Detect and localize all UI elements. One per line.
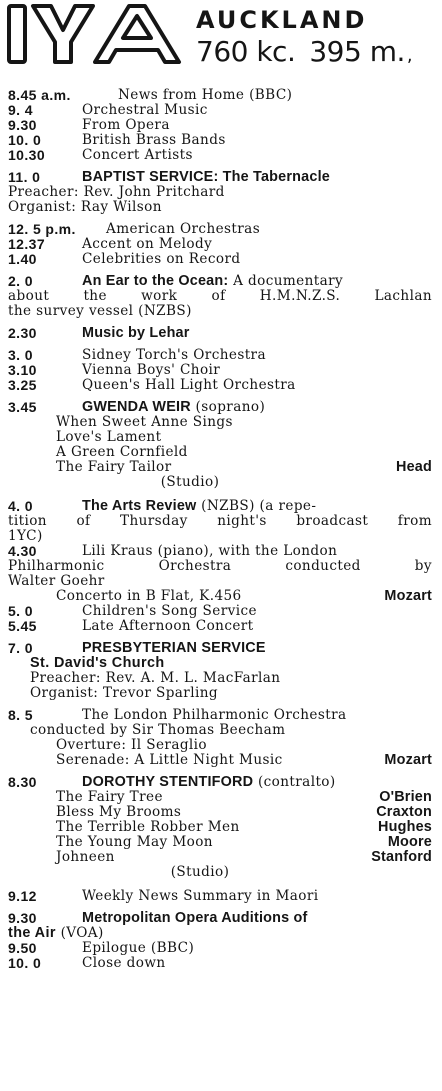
time: 1.40 [8,251,37,267]
programme-entry [8,378,432,393]
description-line: the survey vessel (NZBS) [8,303,192,319]
song-item [8,790,432,805]
time: 8.30 [8,774,37,790]
title: Children's Song Service [82,603,257,619]
programme-entry [8,400,432,415]
title-continued [8,926,432,941]
song-item [8,835,432,850]
time: 3.25 [8,377,37,393]
programme-entry [8,544,432,559]
title: Queen's Hall Light Orchestra [82,377,296,393]
preacher: Preacher: Rev. A. M. L. MacFarlan [30,670,281,686]
station-city: AUCKLAND [196,6,368,34]
programme-entry [8,170,432,185]
description-line: about the work of H.M.N.Z.S. Lachlan [8,288,432,304]
title: Metropolitan Opera Auditions of [82,910,308,926]
description: A documentary [233,273,344,289]
title: News from Home (BBC) [118,87,293,103]
title: Celebrities on Record [82,251,241,267]
wavelength-value: 395 m. [309,35,405,68]
schedule [8,88,432,971]
composer: Moore [387,834,432,850]
title: Sidney Torch's Orchestra [82,347,266,363]
time: 4.30 [8,543,37,559]
programme-entry [8,499,432,514]
song-title: A Green Cornfield [56,444,188,460]
song-title: Johneen [56,849,115,865]
time: 5.45 [8,618,37,634]
work-item: Overture: Il Seraglio [56,737,208,753]
song-title: When Sweet Anne Sings [56,414,233,430]
song-item [8,430,432,445]
description: (NZBS) (a repe- [201,498,317,514]
composer: Mozart [384,752,432,768]
time: 8. 5 [8,707,33,723]
artist: GWENDA WEIR [82,399,191,415]
description: The London Philharmonic Orchestra [82,707,347,723]
programme-entry [8,775,432,790]
composer: Mozart [384,588,432,604]
title: Epilogue (BBC) [82,940,195,956]
time: 10. 0 [8,955,42,971]
title: Orchestral Music [82,102,208,118]
programme-entry [8,348,432,363]
time: 3.10 [8,362,37,378]
programme-entry [8,326,432,341]
preacher: Preacher: Rev. John Pritchard [8,184,225,200]
work-item [8,753,432,768]
time: 12.37 [8,236,46,252]
studio-note: (Studio) [170,864,230,880]
station-logo [5,2,193,66]
programme-entry [8,237,432,252]
station-frequency [196,36,412,72]
studio-note: (Studio) [160,474,220,490]
time: 8.45 a.m. [8,87,71,103]
title: Weekly News Summary in Maori [82,888,319,904]
programme-entry [8,911,432,926]
title: The Arts Review [82,498,197,514]
source: (VOA) [60,925,104,941]
time: 2.30 [8,325,37,341]
title: Concert Artists [82,147,193,163]
title: An Ear to the Ocean: [82,273,229,289]
time: 10.30 [8,147,46,163]
song-item [8,415,432,430]
title: From Opera [82,117,170,133]
title: Late Afternoon Concert [82,618,254,634]
work-title: Serenade: A Little Night Music [56,752,283,768]
song-title: The Young May Moon [56,834,213,850]
programme-entry [8,252,432,267]
description-line: Philharmonic Orchestra conducted by [8,558,432,574]
description-line: 1YC) [8,528,43,544]
time: 9.30 [8,117,37,133]
programme-entry [8,619,432,634]
organist: Organist: Trevor Sparling [30,685,218,701]
organist: Organist: Ray Wilson [8,199,162,215]
song-item [8,445,432,460]
decorative-tick: , [406,45,413,66]
time: 3.45 [8,399,37,415]
description: Lili Kraus (piano), with the London [82,543,338,559]
song-title: The Terrible Robber Men [56,819,240,835]
composer: Head [396,459,432,475]
programme-entry [8,889,432,904]
work-title: Concerto in B Flat, K.456 [56,588,242,604]
song-item [8,460,432,475]
programme-entry [8,148,432,163]
song-title: The Fairy Tree [56,789,163,805]
composer: Craxton [376,804,432,820]
song-item [8,805,432,820]
time: 9.12 [8,888,37,904]
description-line: conducted by Sir Thomas Beecham [30,722,286,738]
time: 10. 0 [8,132,42,148]
time: 2. 0 [8,273,33,289]
time: 9.50 [8,940,37,956]
time: 4. 0 [8,498,33,514]
composer: O'Brien [379,789,432,805]
time: 9.30 [8,910,37,926]
frequency-value: 760 kc. [196,35,296,68]
programme-entry [8,222,432,237]
title: American Orchestras [106,221,261,237]
programme-entry [8,956,432,971]
work-item [8,589,432,604]
song-title: The Fairy Tailor [56,459,172,475]
time: 7. 0 [8,640,33,656]
description-line: tition of Thursday night's broadcast from [8,513,432,529]
song-item [8,850,432,865]
composer: Hughes [378,819,432,835]
title: Close down [82,955,166,971]
time: 12. 5 p.m. [8,221,76,237]
voice: (soprano) [195,399,266,415]
title: Accent on Melody [82,236,213,252]
title-line-2: the Air [8,925,56,941]
title: British Brass Bands [82,132,226,148]
song-title: Love's Lament [56,429,162,445]
programme-entry [8,274,432,289]
title: BAPTIST SERVICE: The Tabernacle [82,169,330,185]
programme-entry [8,88,432,103]
song-item [8,820,432,835]
programme-entry [8,941,432,956]
programme-entry [8,363,432,378]
time: 3. 0 [8,347,33,363]
programme-entry [8,103,432,118]
programme-entry [8,641,432,656]
church: St. David's Church [30,655,165,671]
description-line: Walter Goehr [8,573,105,589]
programme-entry [8,118,432,133]
time: 5. 0 [8,603,33,619]
time: 11. 0 [8,169,41,185]
title: Vienna Boys' Choir [82,362,221,378]
programme-entry [8,708,432,723]
artist: DOROTHY STENTIFORD [82,774,254,790]
title: Music by Lehar [82,325,190,341]
time: 9. 4 [8,102,33,118]
programme-entry [8,133,432,148]
programme-entry [8,604,432,619]
title: PRESBYTERIAN SERVICE [82,640,266,656]
song-title: Bless My Brooms [56,804,182,820]
composer: Stanford [371,849,432,865]
voice: (contralto) [257,774,336,790]
